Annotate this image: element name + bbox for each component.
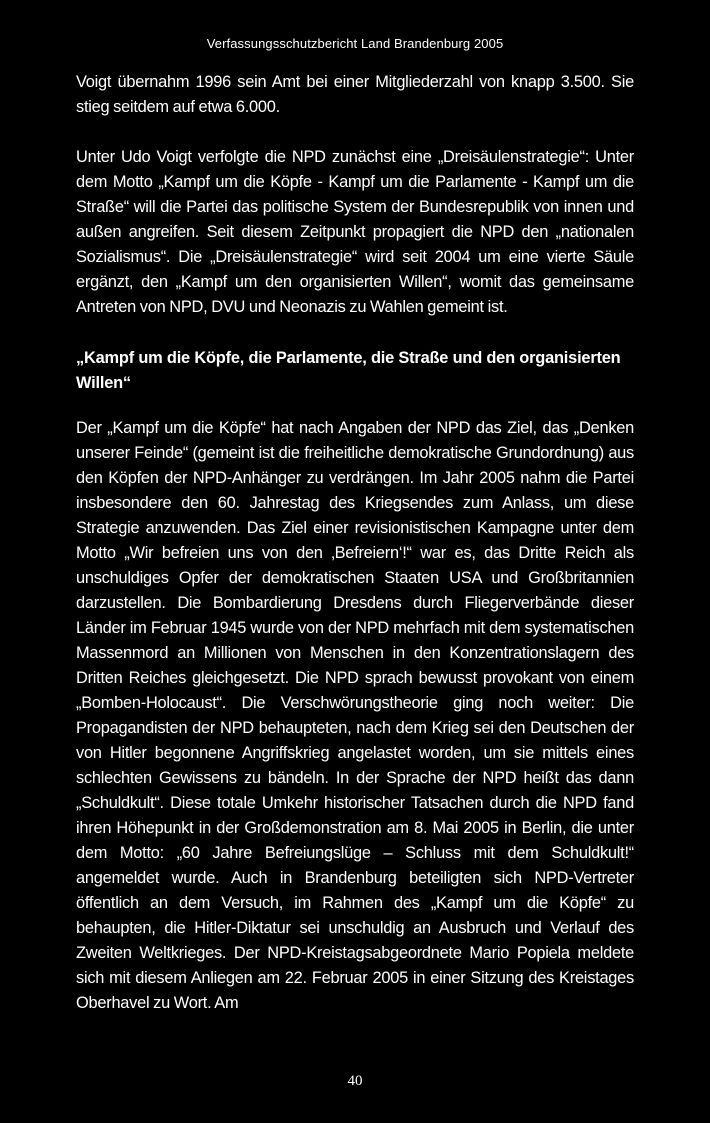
paragraph-membership: Voigt übernahm 1996 sein Amt bei einer Mitgliederzahl von knapp 3.500. Sie stieg seitdem auf etwa 6.000. xyxy=(76,73,634,116)
page-number: 40 xyxy=(347,1073,363,1089)
body-text xyxy=(76,70,634,1016)
paragraph-strategy: Unter Udo Voigt verfolgte die NPD zunächst eine „Dreisäulenstrategie“: Unter dem Motto „Kampf um die Köpfe - Kampf um die Parlamente - Kampf um die Straße“ will die Partei das politische System der Bundesrepublik von innen und außen angreifen. Seit diesem Zeitpunkt propagiert die NPD den „nationalen Sozialismus“. Die „Dreisäulenstrategie“ wird seit 2004 um eine vierte Säule ergänzt, den „Kampf um den organisierten Willen“, womit das gemeinsame Antreten von NPD, DVU und Neonazis zu Wahlen gemeint ist. xyxy=(76,148,634,316)
running-header: Verfassungsschutzbericht Land Brandenburg 2005 xyxy=(206,36,504,51)
section-heading: „Kampf um die Köpfe, die Parlamente, die Straße und den organisierten Willen“ xyxy=(76,349,621,392)
paragraph-kampf-um-die-koepfe: Der „Kampf um die Köpfe“ hat nach Angaben der NPD das Ziel, das „Denken unserer Feinde“ (gemeint ist die freiheitliche demokratische Grundordnung) aus den Köpfen der NPD-Anhänger zu verdrängen. Im Jahr 2005 nahm die Partei insbesondere den 60. Jahrestag des Kriegsendes zum Anlass, um diese Strategie anzuwenden. Das Ziel einer revisionistischen Kampagne unter dem Motto „Wir befreien uns von den ‚Befreiern‘!“ war es, das Dritte Reich als unschuldiges Opfer der demokratischen Staaten USA und Großbritannien darzustellen. Die Bombardierung Dresdens durch Fliegerverbände dieser Länder im Februar 1945 wurde von der NPD mehrfach mit dem systematischen Massenmord an Millionen von Menschen in den Konzentrationslagern des Dritten Reiches gleichgesetzt. Die NPD sprach bewusst provokant von einem „Bomben-Holocaust“. Die Verschwörungstheorie ging noch weiter: Die Propagandisten der NPD behaupteten, nach dem Krieg sei den Deutschen der von Hitler begonnene Angriffskrieg angelastet worden, um sie mittels eines schlechten Gewissens zu bändeln. In der Sprache der NPD heißt das dann „Schuldkult“. Diese totale Umkehr historischer Tatsachen durch die NPD fand ihren Höhepunkt in der Großdemonstration am 8. Mai 2005 in Berlin, die unter dem Motto: „60 Jahre Befreiungslüge – Schluss mit dem Schuldkult!“ angemeldet wurde. Auch in Brandenburg beteiligten sich NPD-Vertreter öffentlich an dem Versuch, im Rahmen des „Kampf um die Köpfe“ zu behaupten, die Hitler-Diktatur sei unschuldig an Ausbruch und Verlauf des Zweiten Weltkrieges. Der NPD-Kreistagsabgeordnete Mario Popiela meldete sich mit diesem Anliegen am 22. Februar 2005 in einer Sitzung des Kreistages Oberhavel zu Wort. Am xyxy=(76,419,634,1012)
